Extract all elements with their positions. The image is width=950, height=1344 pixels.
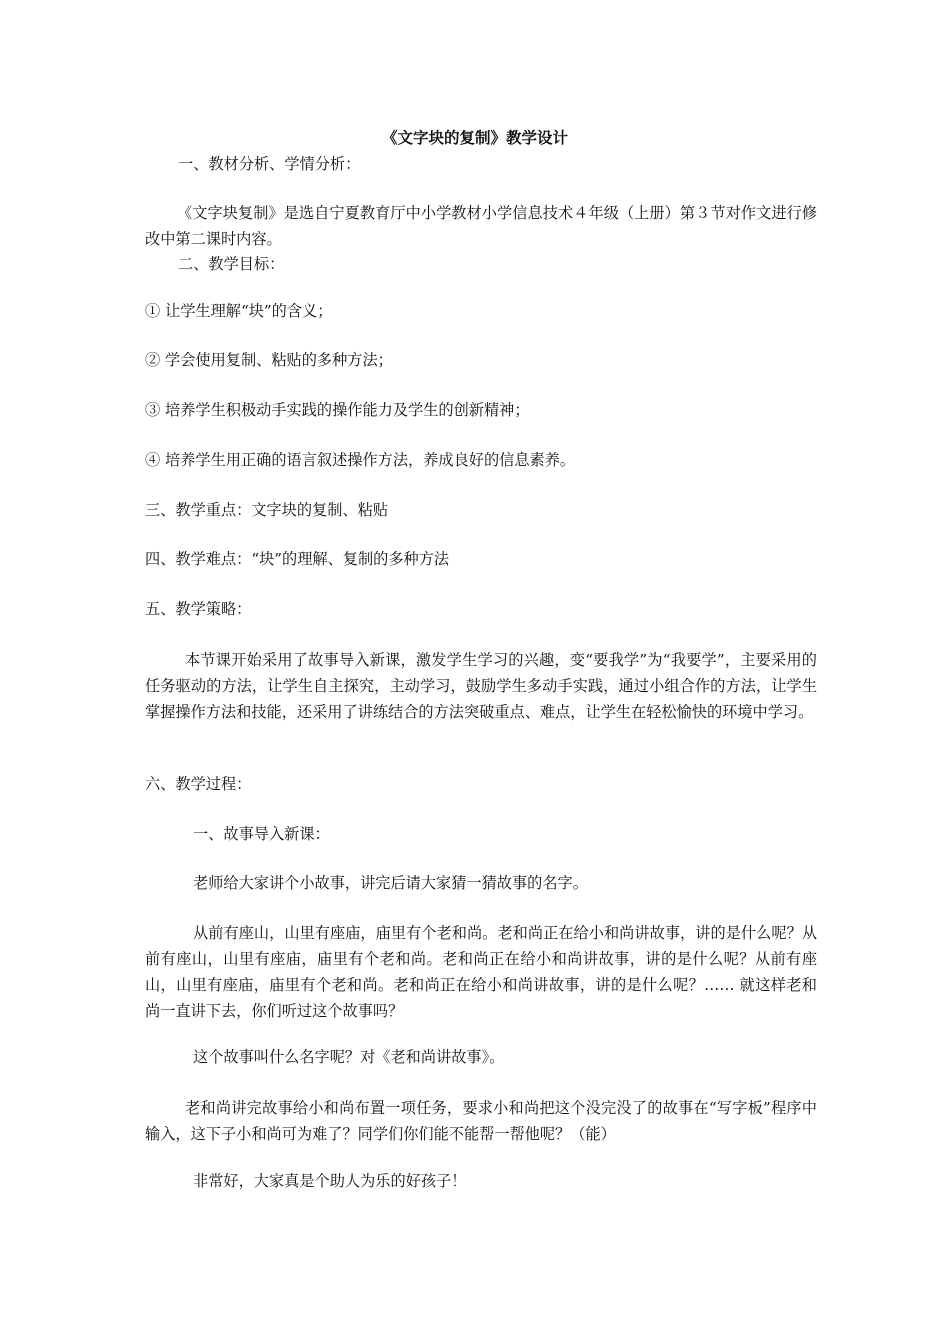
goal-item-3: ③ 培养学生积极动手实践的操作能力及学生的创新精神； <box>145 401 530 419</box>
page-title: 《文字块的复制》教学设计 <box>381 128 568 147</box>
subsection-heading-1: 一、故事导入新课： <box>193 825 330 843</box>
task-paragraph: 老和尚讲完故事给小和尚布置一项任务，要求小和尚把这个没完没了的故事在“写字板”程序中输入，这下子小和尚可为难了？同学们你们能不能帮一帮他呢？（能） <box>145 1099 817 1143</box>
story-body: 从前有座山，山里有座庙，庙里有个老和尚。老和尚正在给小和尚讲故事，讲的是什么呢？从前有座山，山里有座庙，庙里有个老和尚。老和尚正在给小和尚讲故事，讲的是什么呢？从前有座山，山里有座庙，庙里有个老和尚。老和尚正在给小和尚讲故事，讲的是什么呢？…… 就这样老和尚一直讲下去，你们听过这个故事吗？ <box>145 924 817 1020</box>
section-1-body: 《文字块复制》是选自宁夏教育厅中小学教材小学信息技术４年级（上册）第３节对作文进行修改中第二课时内容。 <box>145 204 817 248</box>
goal-item-4: ④ 培养学生用正确的语言叙述操作方法，养成良好的信息素养。 <box>145 451 576 469</box>
goal-item-2: ② 学会使用复制、粘贴的多种方法； <box>145 351 393 369</box>
section-heading-6: 六、教学过程： <box>145 775 252 793</box>
section-heading-1: 一、教材分析、学情分析： <box>178 155 361 173</box>
praise: 非常好，大家真是个助人为乐的好孩子！ <box>193 1172 467 1190</box>
section-3: 三、教学重点：文字块的复制、粘贴 <box>145 501 388 519</box>
section-4: 四、教学难点：“块”的理解、复制的多种方法 <box>145 550 450 568</box>
story-name: 这个故事叫什么名字呢？对《老和尚讲故事》。 <box>193 1048 505 1066</box>
story-intro: 老师给大家讲个小故事，讲完后请大家猜一猜故事的名字。 <box>193 874 588 892</box>
section-heading-2: 二、教学目标： <box>178 255 285 273</box>
section-heading-5: 五、教学策略： <box>145 600 252 618</box>
goal-item-1: ① 让学生理解“块”的含义； <box>145 302 333 320</box>
section-5-body: 本节课开始采用了故事导入新课，激发学生学习的兴趣，变“要我学”为“我要学”，主要采用的任务驱动的方法，让学生自主探究，主动学习，鼓励学生多动手实践，通过小组合作的方法，让学生掌握操作方法和技能，还采用了讲练结合的方法突破重点、难点，让学生在轻松愉快的环境中学习。 <box>145 651 817 721</box>
